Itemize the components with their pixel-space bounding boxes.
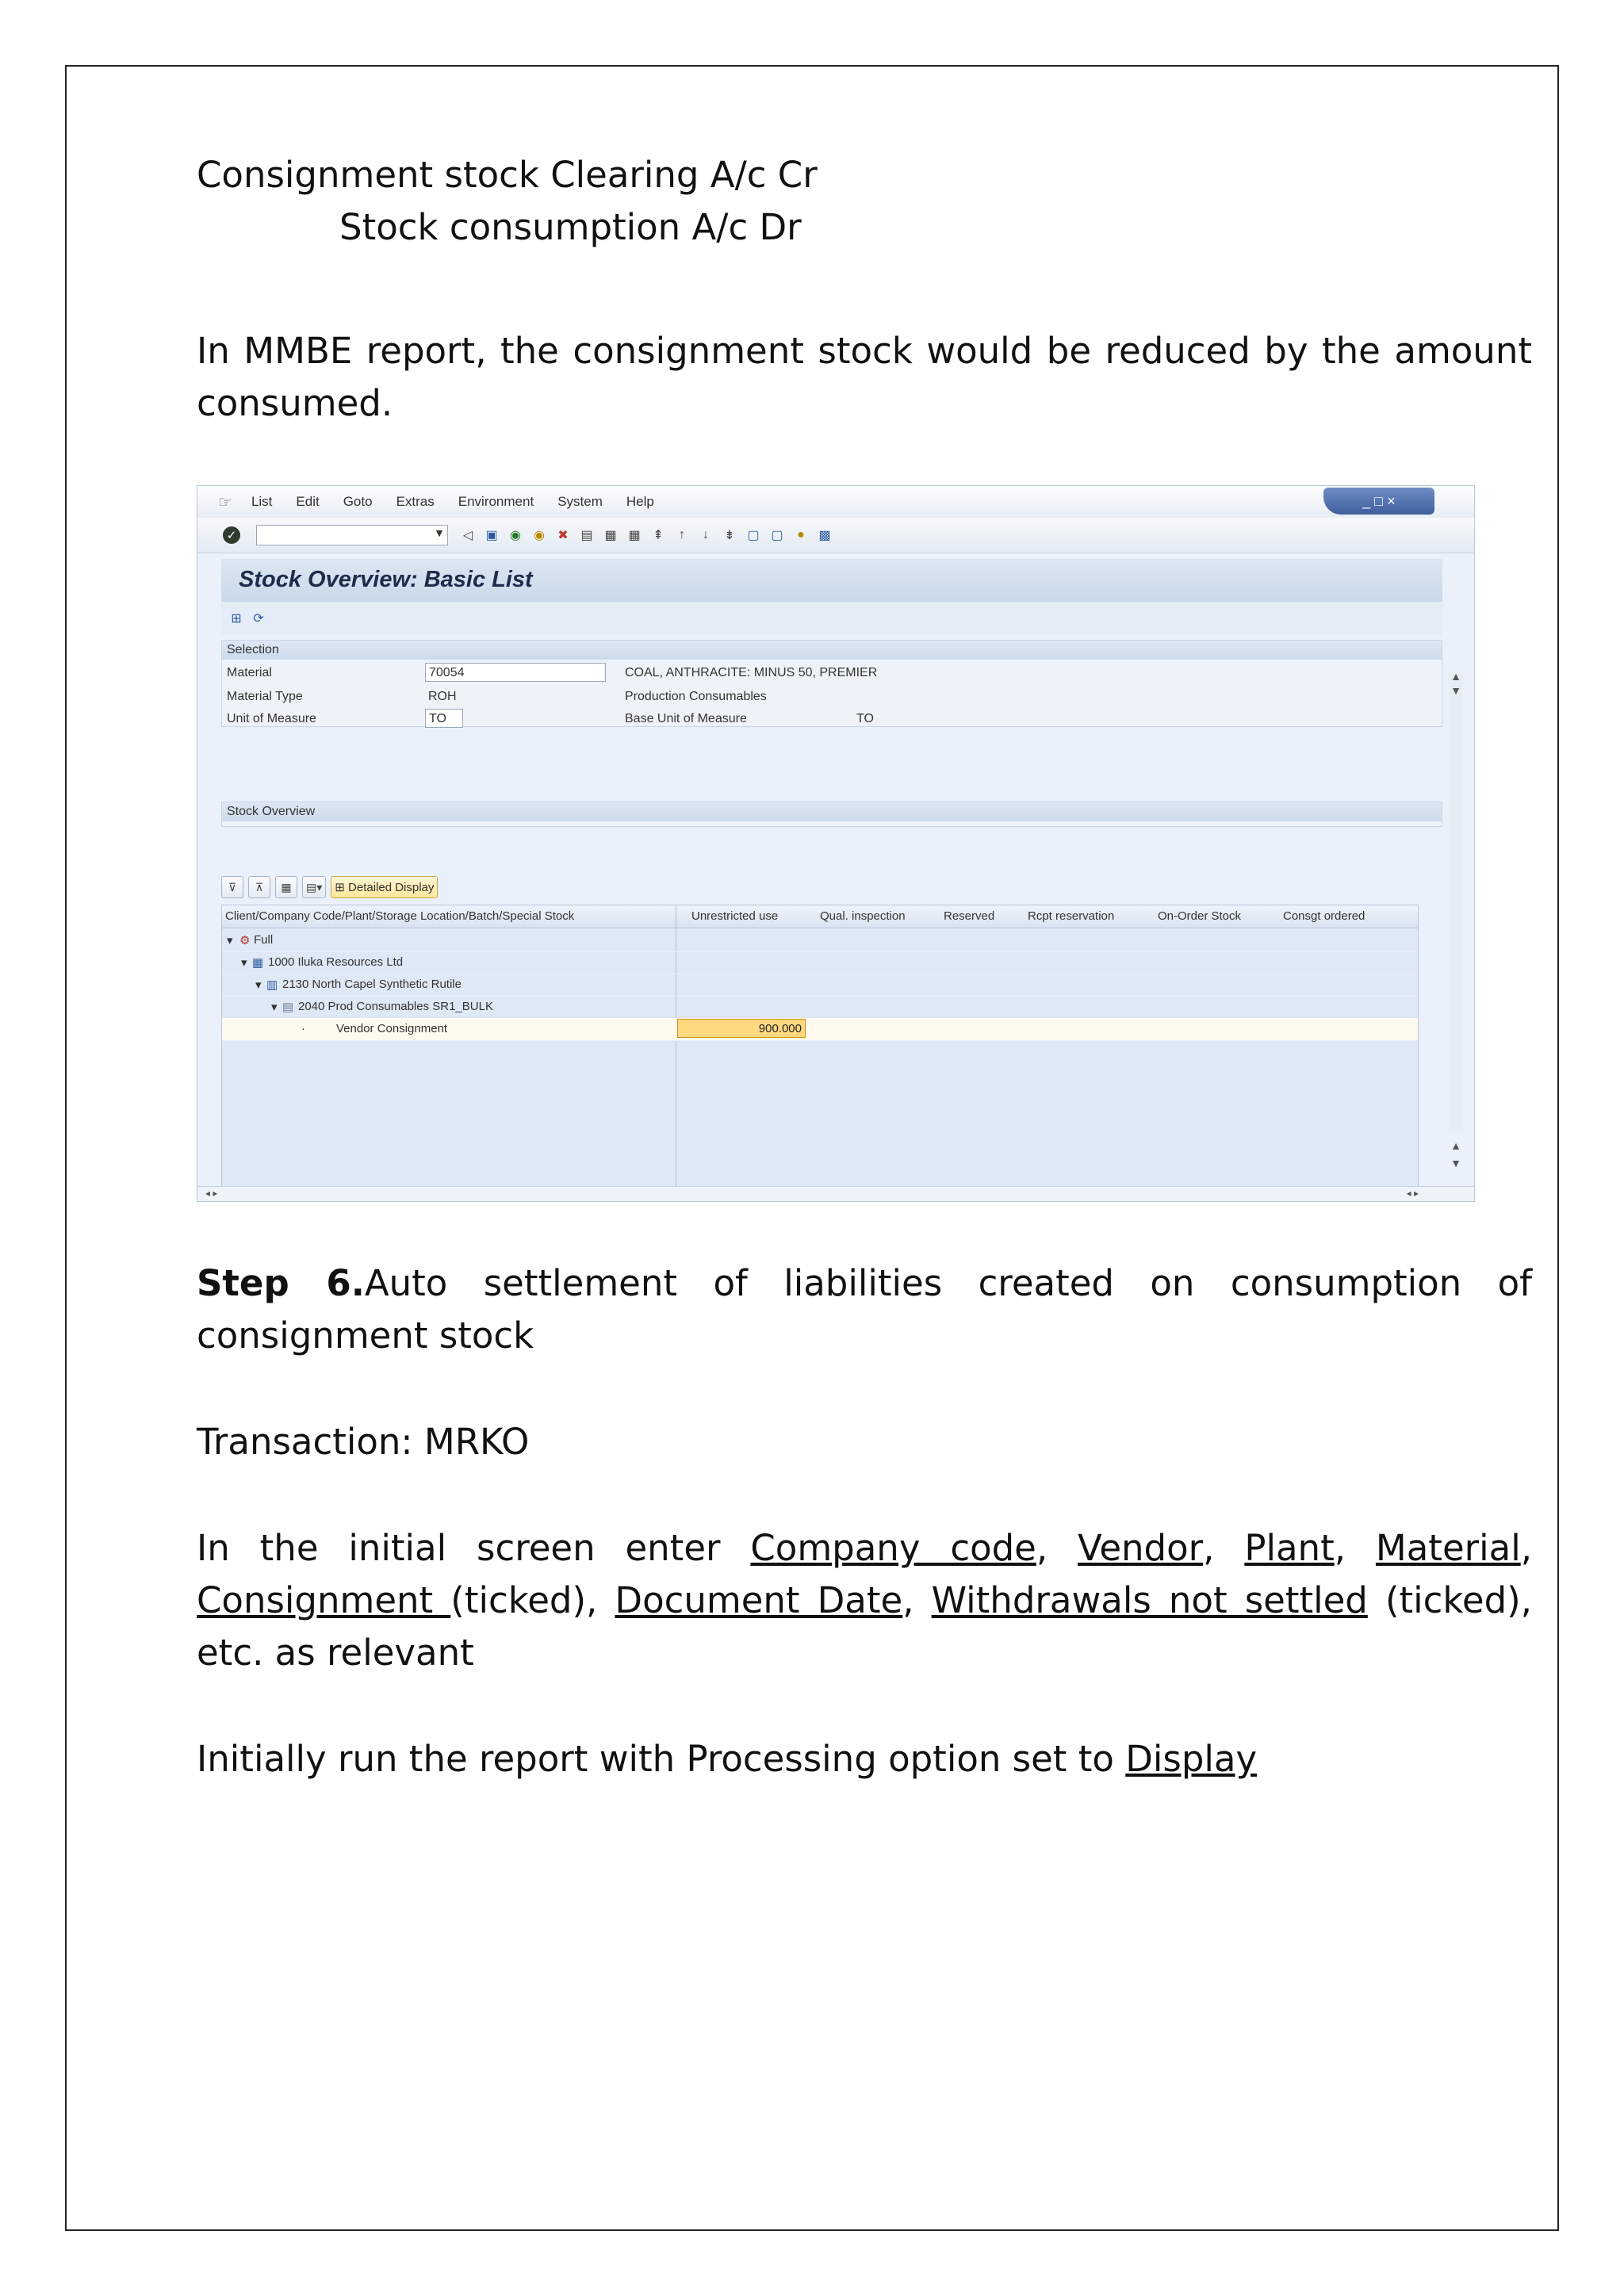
field-company-code: Company code — [750, 1527, 1036, 1569]
shortcut-icon[interactable]: ▢ — [771, 529, 783, 542]
row-label: 1000 Iluka Resources Ltd — [268, 955, 404, 969]
base-uom-value: TO — [856, 712, 874, 725]
exit-icon[interactable]: ◉ — [534, 529, 545, 542]
tree-row-full[interactable] — [222, 929, 1418, 952]
col-rcpt-reservation[interactable]: Rcpt reservation — [1028, 909, 1115, 923]
processing-option-paragraph — [197, 1733, 1532, 1785]
step-6-paragraph — [197, 1257, 1532, 1362]
find-icon[interactable]: ▦ — [275, 876, 297, 898]
expand-caret-icon[interactable]: ▾ — [227, 934, 233, 947]
uom-field[interactable]: TO — [425, 709, 463, 728]
save-icon[interactable]: ▣ — [485, 529, 498, 542]
field-vendor: Vendor — [1078, 1527, 1204, 1569]
row-label: 2130 North Capel Synthetic Rutile — [282, 978, 462, 991]
grid-scroll-up-icon[interactable]: ▲ — [1450, 1139, 1461, 1152]
base-uom-label: Base Unit of Measure — [625, 712, 747, 725]
new-session-icon[interactable]: ▢ — [747, 529, 760, 542]
grid-toolbar — [221, 873, 438, 901]
step-label: Step 6. — [197, 1262, 365, 1304]
material-label: Material — [227, 666, 272, 679]
sap-toolbar — [197, 518, 1474, 553]
layout-icon[interactable]: ▩ — [818, 529, 831, 542]
grid-header — [222, 905, 1418, 928]
uom-label: Unit of Measure — [227, 712, 316, 725]
window-controls[interactable]: _ □ × — [1323, 488, 1434, 515]
selection-header: Selection — [222, 641, 1442, 660]
collapse-icon[interactable]: ⊼ — [248, 876, 270, 898]
expand-caret-icon[interactable]: ▾ — [255, 978, 262, 992]
material-type-value: ROH — [428, 690, 457, 703]
scroll-up-icon[interactable]: ▲ — [1450, 670, 1461, 683]
scroll-right-icon[interactable]: ◂ ▸ — [1406, 1188, 1419, 1199]
menu-help[interactable]: Help — [626, 494, 654, 509]
leaf-dot-icon: · — [301, 1022, 305, 1035]
screen-title-bar — [221, 559, 1442, 602]
vertical-scrollbar[interactable] — [1449, 673, 1463, 1133]
col-qual-inspection[interactable]: Qual. inspection — [820, 909, 906, 923]
total-icon: ⚙ — [239, 934, 251, 947]
stock-overview-header: Stock Overview — [222, 802, 1442, 821]
field-consignment: Consignment — [197, 1579, 451, 1621]
initial-screen-paragraph: In the initial screen enter Company code, Vendor, Plant, Material, Consignment (ticked), Document Date, Withdrawals not settled (ticked), etc. as relevant — [197, 1527, 1533, 1674]
cancel-icon[interactable]: ✖ — [557, 529, 569, 542]
tree-row-vendor-consignment[interactable] — [222, 1018, 1418, 1041]
app-toolbar — [221, 602, 1442, 635]
material-type-description: Production Consumables — [625, 690, 767, 703]
col-consgt-ordered[interactable]: Consgt ordered — [1283, 909, 1365, 923]
para-prefix: Initially run the report with Processing option set to — [197, 1738, 1126, 1780]
company-icon: ▦ — [252, 956, 264, 970]
field-plant: Plant — [1244, 1527, 1335, 1569]
menu-environment[interactable]: Environment — [458, 494, 534, 509]
detailed-display-label: Detailed Display — [348, 880, 435, 894]
entry-line-credit: Consignment stock Clearing A/c Cr — [197, 154, 818, 196]
dropdown-arrow-icon[interactable]: ▼ — [434, 526, 445, 539]
last-page-icon[interactable]: ⇟ — [724, 529, 735, 542]
para-prefix: In the initial screen enter — [197, 1527, 751, 1569]
col-unrestricted[interactable]: Unrestricted use — [691, 909, 779, 923]
back-arrow-icon[interactable]: ◁ — [462, 529, 473, 542]
journal-entry-text — [197, 149, 1532, 254]
tree-row-storage-location[interactable] — [222, 996, 1418, 1019]
material-type-label: Material Type — [227, 690, 303, 703]
print-icon[interactable]: ▤▾ — [302, 876, 326, 898]
help-icon[interactable]: ● — [797, 528, 805, 541]
menu-system[interactable]: System — [557, 494, 603, 509]
field-material: Material — [1375, 1527, 1521, 1569]
mmbe-paragraph: In MMBE report, the consignment stock would be reduced by the amount consumed. — [197, 330, 1532, 424]
hierarchy-icon[interactable]: ⊞ — [231, 612, 242, 626]
horizontal-scrollbar[interactable] — [197, 1186, 1474, 1201]
entry-line-debit: Stock consumption A/c Dr — [339, 206, 802, 248]
material-field[interactable]: 70054 — [425, 663, 606, 682]
sap-screenshot — [197, 485, 1475, 1202]
grid-scroll-down-icon[interactable]: ▼ — [1450, 1157, 1461, 1169]
option-display: Display — [1125, 1738, 1258, 1780]
scroll-down-icon[interactable]: ▼ — [1450, 684, 1461, 697]
stock-grid — [221, 905, 1419, 1202]
field-document-date: Document Date — [615, 1579, 903, 1621]
ticked-text: (ticked), — [450, 1579, 615, 1621]
menu-list[interactable]: List — [251, 494, 273, 509]
previous-page-icon[interactable]: ↑ — [679, 528, 685, 541]
command-field[interactable] — [256, 525, 448, 545]
row-label: Full — [254, 933, 274, 947]
find-icon[interactable]: ▦ — [604, 529, 617, 542]
menu-goto[interactable]: Goto — [343, 494, 373, 509]
menu-extras[interactable]: Extras — [396, 494, 435, 509]
material-description: COAL, ANTHRACITE: MINUS 50, PREMIER — [625, 666, 878, 679]
transaction-line: Transaction: MRKO — [197, 1421, 530, 1463]
col-on-order[interactable]: On-Order Stock — [1158, 909, 1242, 923]
col-tree[interactable]: Client/Company Code/Plant/Storage Location/Batch/Special Stock — [225, 909, 575, 923]
unrestricted-use-cell[interactable]: 900.000 — [677, 1019, 806, 1038]
storage-location-icon: ▤ — [282, 1001, 294, 1014]
selection-panel — [221, 640, 1442, 727]
field-withdrawals-not-settled: Withdrawals not settled — [931, 1579, 1368, 1621]
stock-overview-panel — [221, 802, 1442, 827]
menu-edit[interactable]: Edit — [296, 494, 320, 509]
expand-icon[interactable]: ⊽ — [221, 876, 243, 898]
first-page-icon[interactable]: ⇞ — [653, 529, 664, 542]
tree-row-company[interactable] — [222, 951, 1418, 974]
tree-row-plant[interactable] — [222, 974, 1418, 997]
print-icon[interactable]: ▤ — [580, 529, 593, 542]
ticked-etc-text: (ticked), etc. as relevant — [197, 1579, 1532, 1674]
back-icon[interactable]: ◉ — [510, 529, 521, 542]
detail-icon: ⊞ — [335, 881, 345, 894]
plant-icon: ▥ — [266, 978, 278, 992]
next-page-icon[interactable]: ↓ — [703, 528, 709, 541]
row-label: 2040 Prod Consumables SR1_BULK — [298, 1000, 493, 1013]
row-label: Vendor Consignment — [336, 1022, 448, 1035]
menu-list-icon[interactable]: ☞ — [218, 493, 232, 511]
expand-caret-icon[interactable]: ▾ — [241, 956, 247, 970]
screen-title: Stock Overview: Basic List — [239, 567, 533, 592]
detailed-display-button[interactable] — [331, 876, 438, 898]
refresh-icon[interactable]: ⟳ — [253, 612, 264, 626]
scroll-left-icon[interactable]: ◂ ▸ — [205, 1188, 218, 1199]
sap-menubar — [197, 486, 1474, 518]
step-text: Auto settlement of liabilities created on consumption of consignment stock — [197, 1262, 1532, 1357]
expand-caret-icon[interactable]: ▾ — [271, 1001, 278, 1014]
enter-check-icon[interactable]: ✓ — [223, 526, 240, 544]
col-reserved[interactable]: Reserved — [944, 909, 995, 923]
find-next-icon[interactable]: ▦ — [628, 529, 641, 542]
